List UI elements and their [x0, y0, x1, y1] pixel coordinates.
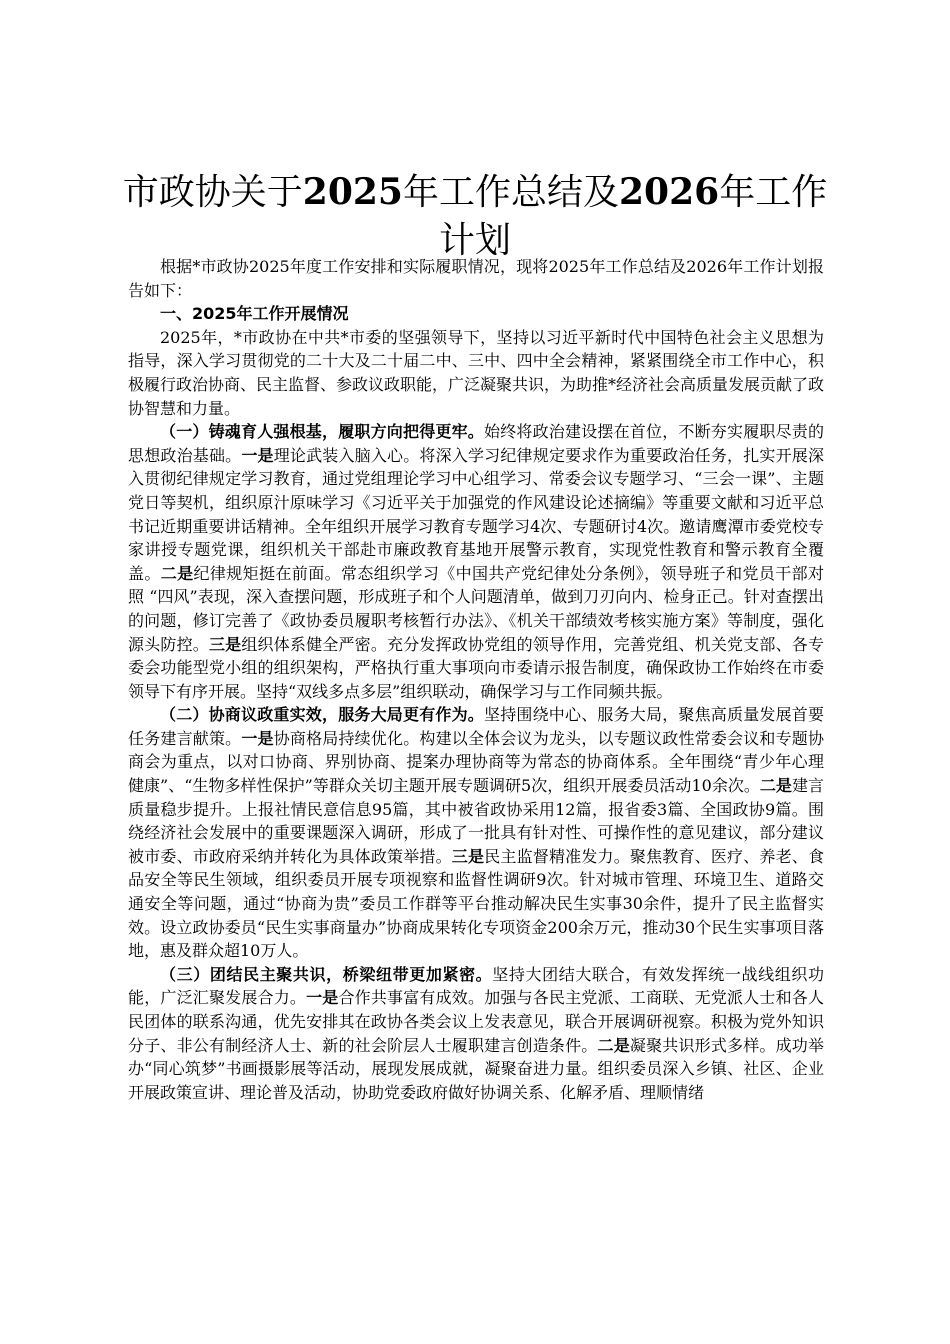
section-intro-paragraph: 2025年，*市政协在中共*市委的坚强领导下，坚持以习近平新时代中国特色社会主义思想为指导，深入学习贯彻党的二十大及二十届二中、三中、四中全会精神，紧紧围绕全市工作中心，积极履行政治协商、民主监督、参政议政职能，广泛凝聚共识，为助推*经济社会高质量发展贡献了政协智慧和力量。 — [128, 327, 825, 418]
paragraph-text: 民主监督精准发力。聚焦教育、医疗、养老、食品安全等民生领域，组织委员开展专项视察和监督性调研9次。针对城市管理、环境卫生、道路交通安全等问题，通过“协商为贵”委员工作群等平台推动解决民生实事30余件，提升了民主监督实效。设立政协委员“民生实事商量办”协商成果转化专项资金200余万元，推动30个民生实事项目落地，惠及群众超10万人。 — [128, 846, 824, 961]
paragraph-text: 凝聚共识形式多样。成功举办“同心筑梦”书画摄影展等活动，展现发展成就，凝聚奋进力量。组织委员深入乡镇、社区、企业开展政策宣讲、理论普及活动，协助党委政府做好协调关系、化解矛盾、理顺情绪 — [128, 1035, 824, 1102]
item-marker: 一是 — [306, 988, 339, 1008]
title-year-2025: 2025 — [302, 171, 403, 213]
subsection-heading: （二）协商议政重实效，服务大局更有作为。 — [160, 705, 484, 725]
item-marker: 三是 — [451, 846, 485, 866]
item-marker: 二是 — [597, 1035, 630, 1055]
document-body — [128, 255, 824, 1104]
section-heading: 一、2025年工作开展情况 — [160, 304, 349, 324]
document-title — [120, 168, 830, 265]
item-marker: 二是 — [759, 776, 792, 796]
subsection-paragraph-3 — [128, 963, 824, 1105]
intro-paragraph: 根据*市政协2025年度工作安排和实际履职情况，现将2025年工作总结及2026年工作计划报告如下： — [128, 257, 824, 300]
item-marker: 一是 — [241, 445, 274, 465]
title-year-2026: 2026 — [619, 171, 720, 213]
subsection-heading: （三）团结民主聚共识，桥梁纽带更加紧密。 — [160, 964, 493, 984]
subsection-paragraph-1 — [128, 420, 824, 703]
paragraph-text: 合作共事富有成效。加强与各民主党派、工商联、无党派人士和各人民团体的联系沟通，优先安排其在政协各类会议上发表意见，联合开展调研视察。积极为党外知识分子、非公有制经济人士、新的社会阶层人士履职建言创造条件。 — [128, 988, 824, 1055]
paragraph-text: 坚持大团结大联合，有效发挥统一战线组织功能，广泛汇聚发展合力。 — [128, 964, 824, 1008]
title-part: 年工作计划 — [438, 172, 828, 261]
subsection-heading: （一）铸魂育人强根基，履职方向把得更牢。 — [160, 422, 484, 442]
paragraph-text: 建言质量稳步提升。上报社情民意信息95篇，其中被省政协采用12篇，报省委3篇、全国政协9篇。围绕经济社会发展中的重要课题深入调研，形成了一批具有针对性、可操作性的意见建议，部分建议被市委、市政府采纳并转化为具体政策举措。 — [128, 776, 824, 866]
subsection-paragraph-2 — [128, 703, 824, 963]
paragraph-text: 始终将政治建设摆在首位，不断夯实履职尽责的思想政治基础。 — [128, 422, 824, 465]
paragraph-text: 理论武装入脑入心。将深入学习纪律规定要求作为重要政治任务，扎实开展深入贯彻纪律规定学习教育，通过党组理论学习中心组学习、常委会议专题学习、“三会一课”、主题党日等契机，组织原汁原味学习《习近平关于加强党的作风建设论述摘编》等重要文献和习近平总书记近期重要讲话精神。全年组织开展学习教育专题学习4次、专题研讨4次。邀请鹰潭市委党校专家讲授专题党课，组织机关干部赴市廉政教育基地开展警示教育，实现党性教育和警示教育全覆盖。 — [128, 445, 824, 583]
paragraph-text: 协商格局持续优化。构建以全体会议为龙头，以专题议政性常委会议和专题协商会为重点，以对口协商、界别协商、提案办理协商等为常态的协商体系。全年围绕“青少年心理健康”、“生物多样性保护”等群众关切主题开展专题调研5次，组织开展委员活动10余次。 — [128, 728, 824, 796]
title-part: 年工作总结及 — [402, 172, 619, 213]
item-marker: 三是 — [208, 634, 242, 654]
paragraph-text: 纪律规矩挺在前面。常态组织学习《中国共产党纪律处分条例》，领导班子和党员干部对照 “四风”表现，深入查摆问题，形成班子和个人问题清单，做到刀刃向内、检身正己。针对查摆出的问题，修订完善了《政协委员履职考核暂行办法》、《机关干部绩效考核实施方案》等制度，强化源头防控。 — [128, 563, 824, 654]
item-marker: 二是 — [160, 563, 194, 583]
item-marker: 一是 — [241, 728, 274, 748]
paragraph-text: 组织体系健全严密。充分发挥政协党组的领导作用，完善党组、机关党支部、各专委会功能型党小组的组织架构，严格执行重大事项向市委请示报告制度，确保政协工作始终在市委领导下有序开展。坚持“双线多点多层”组织联动，确保学习与工作同频共振。 — [128, 634, 824, 701]
paragraph-text: 坚持围绕中心、服务大局，聚焦高质量发展首要任务建言献策。 — [128, 705, 824, 748]
title-part: 市政协关于 — [122, 172, 303, 213]
